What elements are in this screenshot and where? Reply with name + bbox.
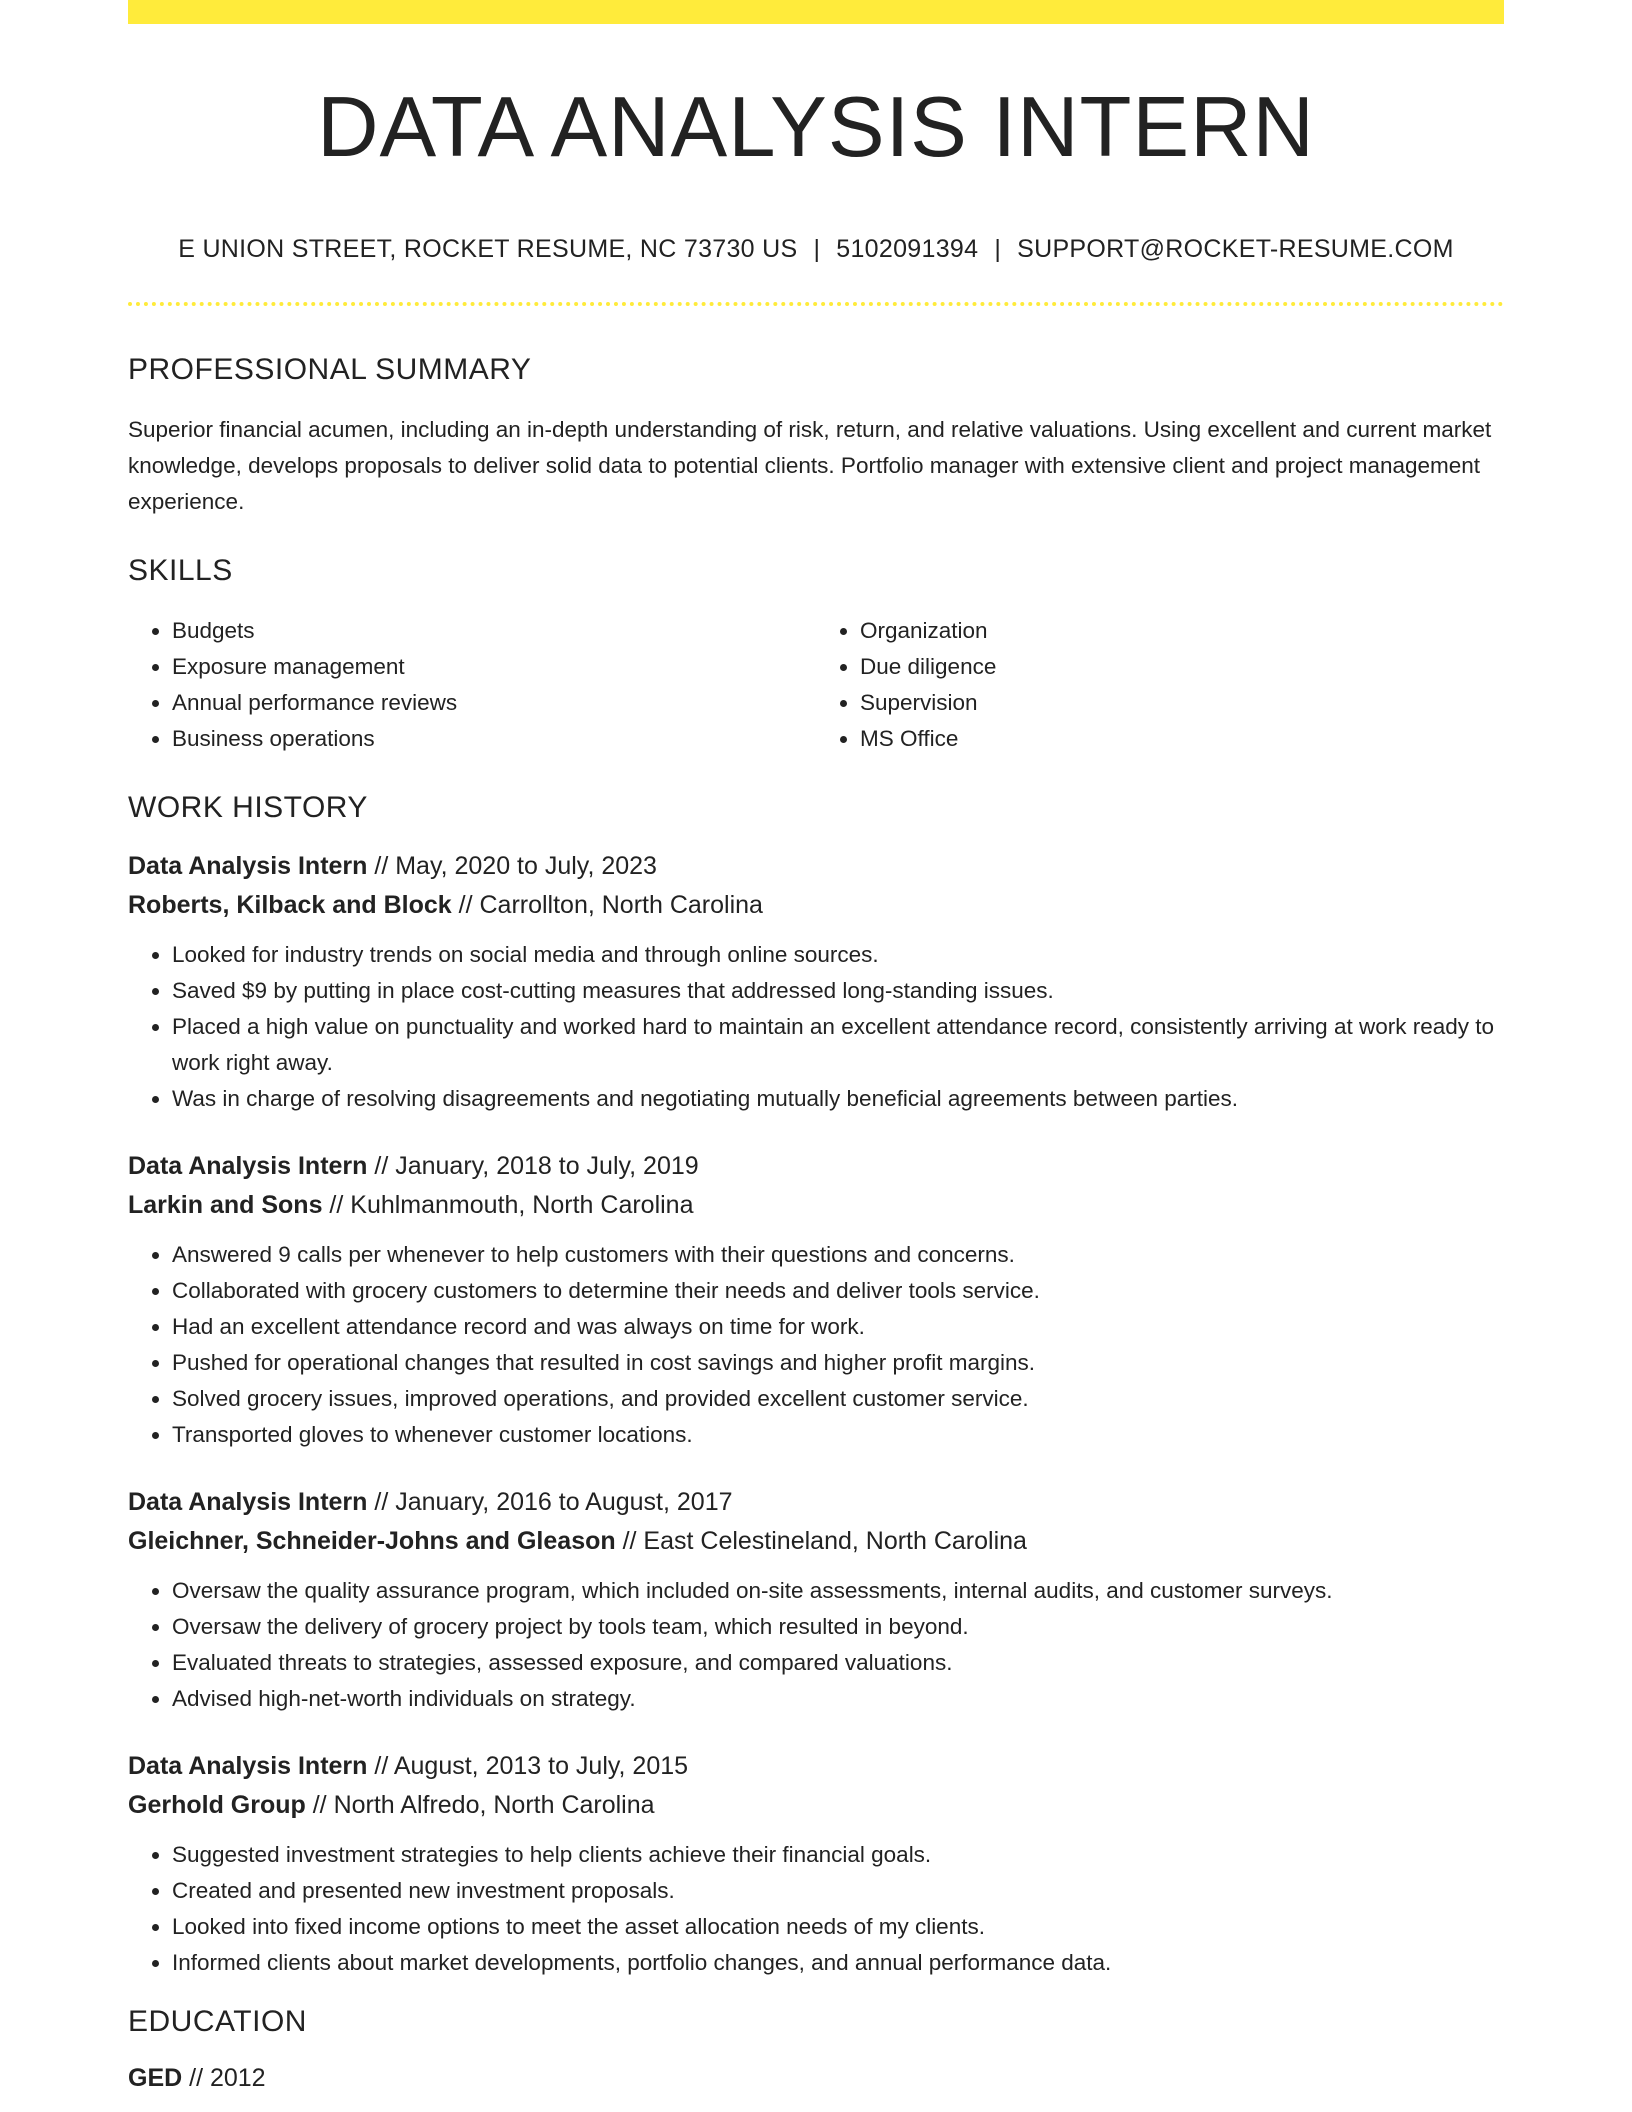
job-dates: // May, 2020 to July, 2023 [367, 852, 657, 880]
skill-item: • Budgets [172, 613, 816, 649]
skills-columns [128, 613, 1504, 757]
company-location: // Carrollton, North Carolina [451, 891, 763, 919]
summary-text: Superior financial acumen, including an in-depth understanding of risk, return, and relative valuations. Using excellent and current market knowledge, develops proposals to deliver solid data to potential clients. Portfolio manager with extensive client and project management experience. [128, 417, 1492, 514]
skill-item: • Organization [860, 613, 1504, 649]
skill-item: • Exposure management [172, 649, 816, 685]
company-location: // Kuhlmanmouth, North Carolina [322, 1191, 694, 1219]
job-bullet: • Oversaw the quality assurance program, which included on-site assessments, internal audits, and customer surveys. [172, 1573, 1504, 1609]
job-bullet: • Looked for industry trends on social media and through online sources. [172, 937, 1504, 973]
job-entry [128, 1147, 1504, 1453]
job-title: Data Analysis Intern [128, 1752, 368, 1780]
job-title: Data Analysis Intern [128, 1488, 368, 1516]
job-bullet: • Answered 9 calls per whenever to help customers with their questions and concerns. [172, 1237, 1504, 1273]
contact-line [128, 237, 1504, 262]
education-section [128, 2007, 1504, 2098]
job-dates: // January, 2018 to July, 2019 [367, 1152, 699, 1180]
job-bullet: • Informed clients about market developments, portfolio changes, and annual performance data. [172, 1945, 1504, 1981]
company-location: // North Alfredo, North Carolina [305, 1791, 655, 1819]
phone: 5102091394 [836, 235, 979, 263]
company-name: Larkin and Sons [128, 1191, 323, 1219]
company-line [128, 1786, 1504, 1825]
candidate-name: DATA ANALYSIS INTERN [317, 80, 1315, 175]
company-line [128, 886, 1504, 925]
job-bullet: • Had an excellent attendance record and was always on time for work. [172, 1309, 1504, 1345]
job-bullet: • Suggested investment strategies to help clients achieve their financial goals. [172, 1837, 1504, 1873]
job-bullet: • Oversaw the delivery of grocery project by tools team, which resulted in beyond. [172, 1609, 1504, 1645]
skills-right-list [816, 613, 1504, 757]
job-title-line [128, 1483, 1504, 1522]
job-dates: // January, 2016 to August, 2017 [367, 1488, 733, 1516]
job-entry [128, 1747, 1504, 1981]
dotted-divider [128, 302, 1504, 306]
job-bullet: • Created and presented new investment proposals. [172, 1873, 1504, 1909]
job-title: Data Analysis Intern [128, 852, 368, 880]
company-name: Gleichner, Schneider-Johns and Gleason [128, 1527, 616, 1555]
education-year: // 2012 [182, 2064, 266, 2092]
job-bullet: • Saved $9 by putting in place cost-cutting measures that addressed long-standing issues. [172, 973, 1504, 1009]
company-name: Gerhold Group [128, 1791, 306, 1819]
separator: | [813, 235, 821, 263]
skills-left-list [128, 613, 816, 757]
job-entry [128, 1483, 1504, 1717]
job-title-line [128, 1147, 1504, 1186]
skill-item: • Due diligence [860, 649, 1504, 685]
job-bullet: • Evaluated threats to strategies, assessed exposure, and compared valuations. [172, 1645, 1504, 1681]
separator: | [994, 235, 1002, 263]
summary-heading: PROFESSIONAL SUMMARY [128, 353, 532, 386]
work-history-section [128, 793, 1504, 1981]
job-bullets [128, 937, 1504, 1117]
job-title-line [128, 847, 1504, 886]
degree: GED [128, 2064, 183, 2092]
skill-item: • Supervision [860, 685, 1504, 721]
job-bullets [128, 1237, 1504, 1453]
job-bullet: • Looked into fixed income options to meet the asset allocation needs of my clients. [172, 1909, 1504, 1945]
company-line [128, 1186, 1504, 1225]
resume-page [128, 0, 1504, 2098]
job-bullet: • Pushed for operational changes that resulted in cost savings and higher profit margins. [172, 1345, 1504, 1381]
job-dates: // August, 2013 to July, 2015 [367, 1752, 689, 1780]
skill-item: • Business operations [172, 721, 816, 757]
job-bullet: • Placed a high value on punctuality and worked hard to maintain an excellent attendance record, consistently arriving at work ready to work right away. [172, 1009, 1504, 1081]
education-heading: EDUCATION [128, 2005, 307, 2038]
company-location: // East Celestineland, North Carolina [615, 1527, 1027, 1555]
job-bullet: • Transported gloves to whenever customer locations. [172, 1417, 1504, 1453]
company-name: Roberts, Kilback and Block [128, 891, 452, 919]
job-bullet: • Advised high-net-worth individuals on strategy. [172, 1681, 1504, 1717]
education-line [128, 2059, 1504, 2098]
skills-heading: SKILLS [128, 554, 233, 587]
email: SUPPORT@ROCKET-RESUME.COM [1017, 235, 1454, 263]
job-bullets [128, 1837, 1504, 1981]
job-bullet: • Collaborated with grocery customers to determine their needs and deliver tools service. [172, 1273, 1504, 1309]
skill-item: • MS Office [860, 721, 1504, 757]
job-entry [128, 847, 1504, 1117]
job-title: Data Analysis Intern [128, 1152, 368, 1180]
work-history-heading: WORK HISTORY [128, 791, 368, 824]
skills-section [128, 556, 1504, 757]
company-line [128, 1522, 1504, 1561]
top-accent-bar [128, 0, 1504, 24]
summary-section [128, 355, 1504, 520]
skill-item: • Annual performance reviews [172, 685, 816, 721]
job-bullets [128, 1573, 1504, 1717]
job-bullet: • Was in charge of resolving disagreements and negotiating mutually beneficial agreements between parties. [172, 1081, 1504, 1117]
address: E UNION STREET, ROCKET RESUME, NC 73730 US [178, 235, 798, 263]
job-title-line [128, 1747, 1504, 1786]
job-bullet: • Solved grocery issues, improved operations, and provided excellent customer service. [172, 1381, 1504, 1417]
